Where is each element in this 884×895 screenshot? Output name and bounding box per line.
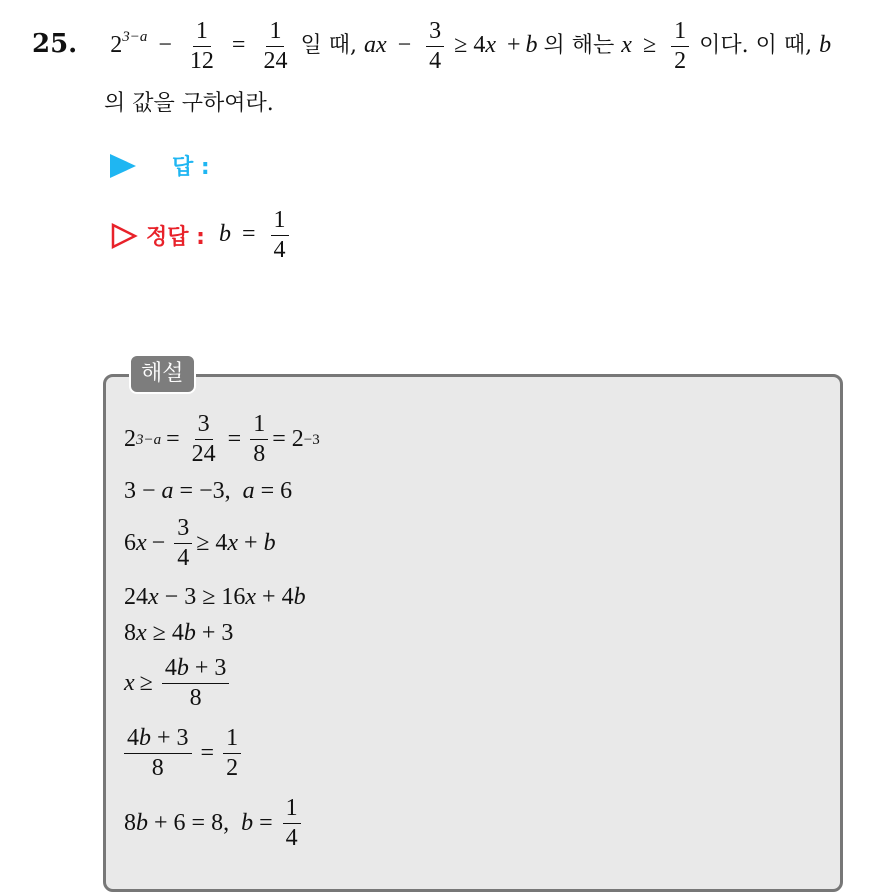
correct-answer-label: 정답 : (146, 225, 205, 251)
minus-sign: − (158, 32, 172, 58)
solution-line-2: 3 − a = −3, a = 6 (124, 478, 293, 504)
solution-line-4: 24 x − 3 ≥ 16 x + 4 b (124, 584, 306, 610)
solution-line-1: 2 3−a = $\frac{3}{24}$ = $\frac{1}{8}$ = 2 −3 (124, 411, 320, 468)
fraction-1-12: $\frac{1}{12}$ (189, 17, 214, 74)
solution-line-8: 8 b + 6 = 8, b = $\frac{1}{4}$ (124, 796, 305, 851)
fraction-1-24: $\frac{1}{24}$ (263, 17, 288, 74)
correct-answer-value: b = $\frac{1}{4}$ (219, 208, 293, 263)
base-two: 2 (110, 32, 123, 58)
question-equation (110, 17, 300, 74)
question-inequality: ax − $\frac{3}{4}$ ≥ 4x + b (363, 17, 538, 74)
text-tail: 이다. 이 때, (699, 33, 813, 58)
equals-sign: = (231, 32, 246, 58)
question-block (32, 16, 872, 116)
question-line-2: 의 값을 구하여라. (104, 91, 274, 116)
solution-line-7: $\frac{4b + 3}{8}$ = $\frac{1}{2}$ (124, 726, 245, 781)
play-triangle-icon (110, 154, 136, 178)
text-solution-is: 의 해는 (543, 33, 615, 58)
variable-b: b (819, 32, 832, 58)
solution-line-3: 6 x − $\frac{3}{4}$ ≥ 4 x + b (124, 515, 276, 572)
text-when: 일 때, (300, 33, 357, 58)
solution-line-6: x ≥ $\frac{4b + 3}{8}$ (124, 656, 233, 711)
solution-condition: x ≥ $\frac{1}{2}$ (621, 32, 699, 58)
correct-answer-row (110, 208, 293, 263)
solution-tag: 해설 (129, 354, 196, 394)
solution-line-5: 8 x ≥ 4 b + 3 (124, 620, 234, 646)
answer-label: 답 : (172, 155, 210, 180)
question-number: 25. (32, 29, 78, 59)
outline-triangle-icon (110, 222, 138, 250)
fraction-1-2: $\frac{1}{2}$ (671, 19, 689, 74)
answer-row (110, 150, 210, 181)
exponent: 3−a (122, 29, 148, 45)
fraction-3-4: $\frac{3}{4}$ (426, 19, 444, 74)
